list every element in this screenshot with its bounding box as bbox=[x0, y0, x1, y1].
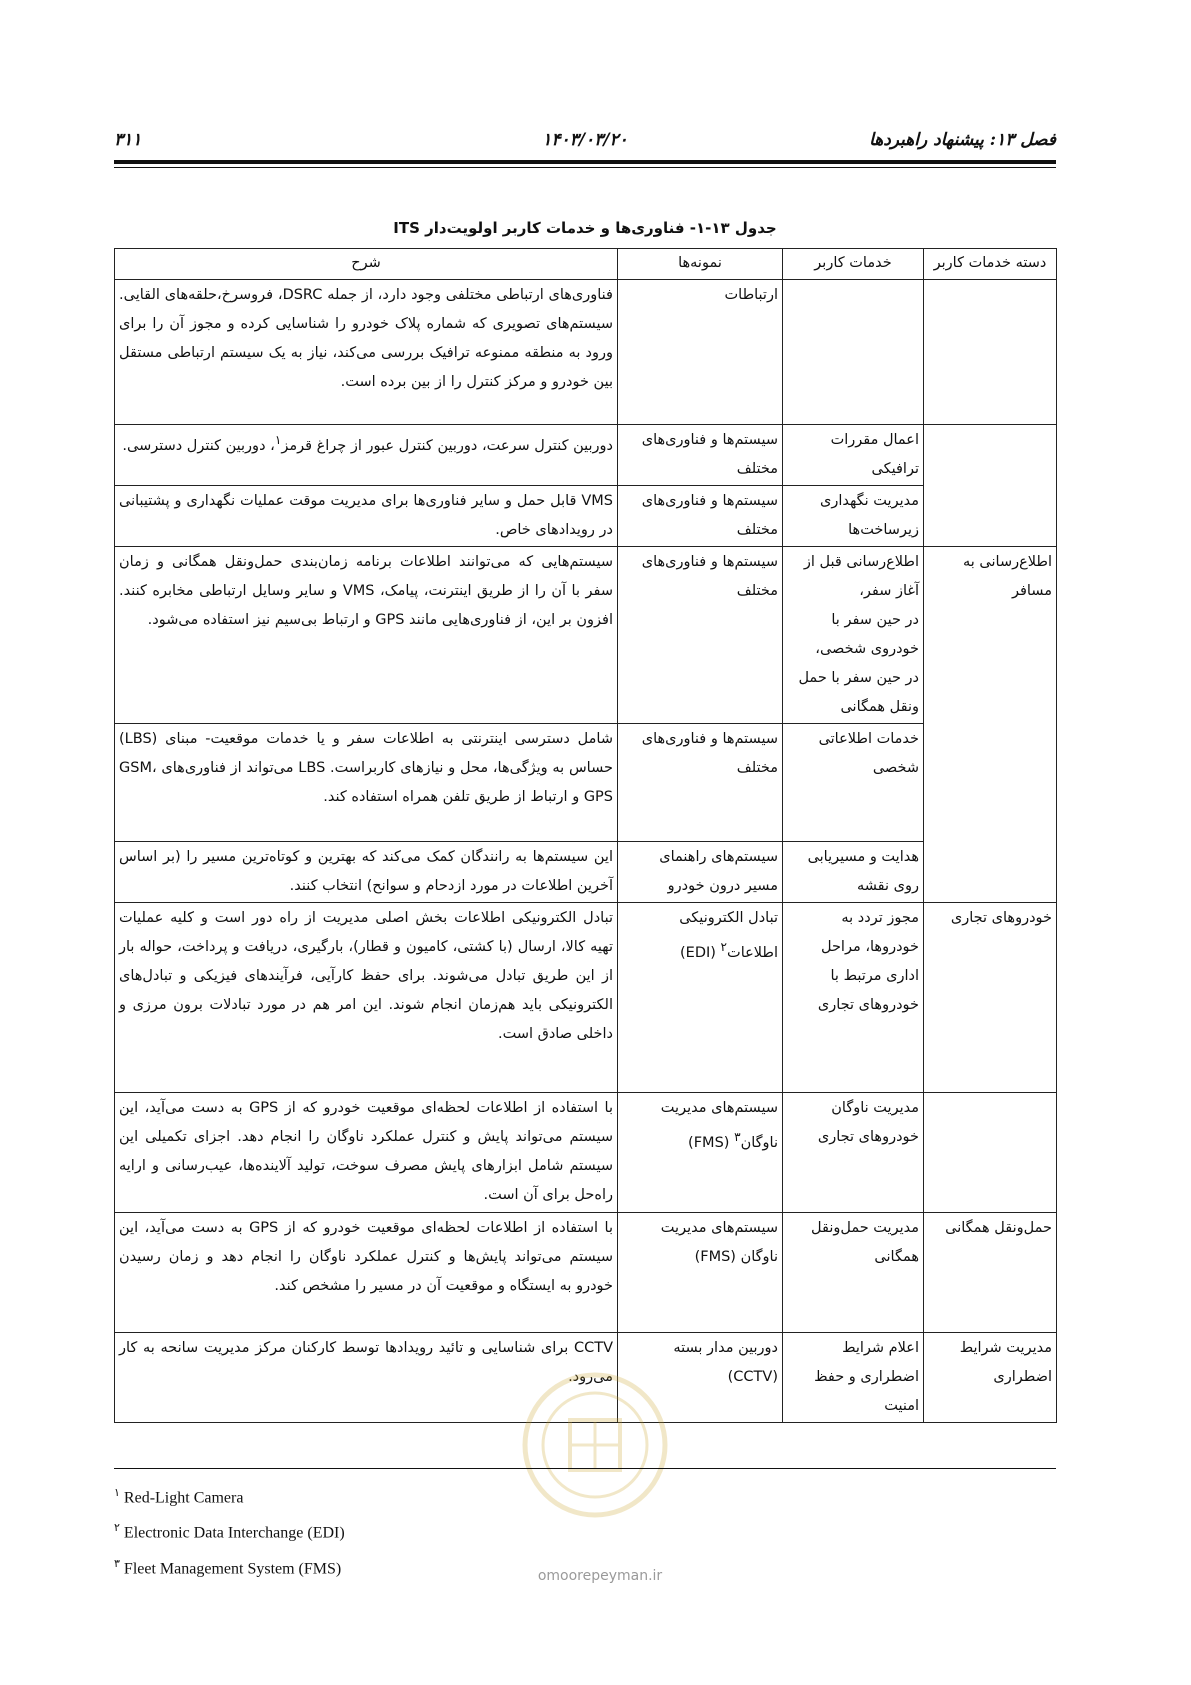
cell-service bbox=[783, 547, 924, 724]
table-row bbox=[115, 425, 1057, 486]
cell-description: با استفاده از اطلاعات لحظه‌ای موقعیت خودرو که از GPS به دست می‌آید، این سیستم می‌تواند پایش و کنترل عملکرد ناوگان را انجام دهد. اجزای تکمیلی این سیستم شامل ابزارهای پایش مصرف سوخت، تولید آلاینده‌ها، عیب‌رسانی و ارایه راه‌حل برای آن است. bbox=[115, 1093, 618, 1213]
footnotes bbox=[114, 1478, 614, 1584]
description-text: دوربین کنترل سرعت، دوربین کنترل عبور از چراغ قرمز bbox=[281, 437, 613, 454]
footnote bbox=[114, 1478, 614, 1513]
cell-examples: سیستم‌ها و فناوری‌های مختلف bbox=[618, 486, 783, 547]
table-row bbox=[115, 280, 1057, 425]
cell-description: شامل دسترسی اینترنتی به اطلاعات سفر و یا خدمات موقعیت- مبنای (LBS) حساس به ویژگی‌ها، محل و نیازهای کاربراست. LBS می‌تواند از فناوری‌های GSM، GPS و ارتباط از طریق تلفن همراه استفاده کند. bbox=[115, 724, 618, 842]
watermark-url: omoorepeyman.ir bbox=[537, 1568, 663, 1584]
service-line: اطلاع‌رسانی قبل از آغاز سفر، bbox=[803, 554, 919, 599]
cell-description: VMS قابل حمل و سایر فناوری‌ها برای مدیریت موقت عملیات نگهداری و پشتیبانی در رویدادهای خاص. bbox=[115, 486, 618, 547]
examples-text: سیستم‌های مدیریت ناوگان bbox=[660, 1100, 778, 1151]
footnote-mark: ۳ bbox=[114, 1557, 120, 1570]
page-header bbox=[114, 130, 1056, 154]
cell-category bbox=[924, 425, 1057, 547]
table-caption: جدول ۱۳-۱- فناوری‌ها و خدمات کاربر اولویت‌دار ITS bbox=[393, 219, 777, 237]
cell-examples: ارتباطات bbox=[618, 280, 783, 425]
table-row bbox=[115, 724, 1057, 842]
cell-examples: سیستم‌ها و فناوری‌های مختلف bbox=[618, 724, 783, 842]
service-line: در حین سفر با خودروی شخصی، bbox=[815, 612, 919, 657]
table-row bbox=[115, 1093, 1057, 1213]
cell-category bbox=[924, 1093, 1057, 1213]
table-row bbox=[115, 842, 1057, 903]
cell-category bbox=[924, 280, 1057, 425]
cell-service: اعمال مقررات ترافیکی bbox=[783, 425, 924, 486]
cell-examples: دوربین مدار بسته (CCTV) bbox=[618, 1333, 783, 1423]
cell-examples: سیستم‌های راهنمای مسیر درون خودرو bbox=[618, 842, 783, 903]
cell-service: هدایت و مسیریابی روی نقشه bbox=[783, 842, 924, 903]
header-rule-thin bbox=[114, 167, 1056, 168]
footnote-rule bbox=[114, 1468, 1056, 1469]
footnote-ref: ۱ bbox=[274, 433, 282, 447]
header-rule-thick bbox=[114, 160, 1056, 164]
footnote-mark: ۲ bbox=[114, 1522, 120, 1535]
cell-examples: سیستم‌ها و فناوری‌های مختلف bbox=[618, 547, 783, 724]
page-number: ۳۱۱ bbox=[114, 130, 142, 150]
header-examples: نمونه‌ها bbox=[618, 249, 783, 280]
chapter-title: فصل ۱۳: پیشنهاد راهبردها bbox=[869, 130, 1056, 150]
cell-examples: سیستم‌های مدیریت ناوگان (FMS) bbox=[618, 1213, 783, 1333]
cell-category: خودروهای تجاری bbox=[924, 903, 1057, 1093]
cell-category: اطلاع‌رسانی به مسافر bbox=[924, 547, 1057, 903]
footnote bbox=[114, 1513, 614, 1548]
header-description: شرح bbox=[115, 249, 618, 280]
cell-service: مدیریت ناوگان خودروهای تجاری bbox=[783, 1093, 924, 1213]
cell-service: مجوز تردد به خودروها، مراحل اداری مرتبط با خودروهای تجاری bbox=[783, 903, 924, 1093]
cell-service: مدیریت نگهداری زیرساخت‌ها bbox=[783, 486, 924, 547]
footnote-ref: ۲ bbox=[720, 940, 728, 954]
header-service: خدمات کاربر bbox=[783, 249, 924, 280]
footnote-text: Red-Light Camera bbox=[123, 1489, 244, 1507]
cell-examples: سیستم‌ها و فناوری‌های مختلف bbox=[618, 425, 783, 486]
cell-service bbox=[783, 280, 924, 425]
table-row bbox=[115, 1213, 1057, 1333]
cell-category: حمل‌ونقل همگانی bbox=[924, 1213, 1057, 1333]
header-date: ۱۴۰۳/۰۳/۲۰ bbox=[542, 130, 628, 150]
table-row bbox=[115, 903, 1057, 1093]
examples-text: (FMS) bbox=[688, 1134, 735, 1151]
footnote-mark: ۱ bbox=[114, 1487, 120, 1499]
cell-service: مدیریت حمل‌ونقل همگانی bbox=[783, 1213, 924, 1333]
footnote-text: Fleet Management System (FMS) bbox=[123, 1559, 342, 1577]
cell-description: CCTV برای شناسایی و تائید رویدادها توسط کارکنان مرکز مدیریت سانحه به کار می‌رود. bbox=[115, 1333, 618, 1423]
cell-service: اعلام شرایط اضطراری و حفظ امنیت bbox=[783, 1333, 924, 1423]
its-services-table bbox=[114, 248, 1057, 1423]
cell-description: فناوری‌های ارتباطی مختلفی وجود دارد، از جمله DSRC، فروسرخ،حلقه‌های القایی. سیستم‌های تصویری که شماره پلاک خودرو را شناسایی کرده و مجوز آن را برای ورود به منطقه ممنوعه ترافیک بررسی می‌کند، نیاز به یک سیستم ارتباطی مستقل بین خودرو و مرکز کنترل را از بین برده است. bbox=[115, 280, 618, 425]
cell-description bbox=[115, 425, 618, 486]
footnote-ref: ۳ bbox=[734, 1130, 741, 1144]
description-text: ، دوربین کنترل دسترسی. bbox=[122, 437, 275, 454]
cell-service: خدمات اطلاعاتی شخصی bbox=[783, 724, 924, 842]
service-line: در حین سفر با حمل ونقل همگانی bbox=[798, 670, 919, 715]
table-header-row bbox=[115, 249, 1057, 280]
header-category: دسته خدمات کاربر bbox=[924, 249, 1057, 280]
examples-text: (EDI) bbox=[679, 944, 721, 961]
cell-description: این سیستم‌ها به رانندگان کمک می‌کند که بهترین و کوتاه‌ترین مسیر را (بر اساس آخرین اطلاعات در مورد ازدحام و سوانح) انتخاب کنند. bbox=[115, 842, 618, 903]
footnote bbox=[114, 1549, 614, 1584]
examples-text: تبادل الکترونیکی اطلاعات bbox=[679, 910, 778, 961]
table-row bbox=[115, 486, 1057, 547]
cell-category: مدیریت شرایط اضطراری bbox=[924, 1333, 1057, 1423]
cell-description: سیستم‌هایی که می‌توانند اطلاعات برنامه زمان‌بندی حمل‌ونقل همگانی و زمان سفر با آن را از طریق اینترنت، پیامک، VMS و سایر وسایل ارتباطی مخابره کنند. افزون بر این، از فناوری‌هایی مانند GPS و ارتباط بی‌سیم نیز استفاده می‌شود. bbox=[115, 547, 618, 724]
footnote-text: Electronic Data Interchange (EDI) bbox=[123, 1524, 345, 1542]
cell-description: با استفاده از اطلاعات لحظه‌ای موقعیت خودرو که از GPS به دست می‌آید، این سیستم می‌تواند پایش‌ها و کنترل عملکرد ناوگان را انجام دهد و زمان رسیدن خودرو به ایستگاه و موقعیت آن در مسیر را مشخص کند. bbox=[115, 1213, 618, 1333]
cell-description: تبادل الکترونیکی اطلاعات بخش اصلی مدیریت از راه دور است و کلیه عملیات تهیه کالا، ارسال (با کشتی، کامیون و قطار)، بارگیری، دریافت و پرداخت، حواله بار از این طریق تبادل می‌شوند. برای حفظ کارآیی، فرآیندهای فیزیکی و تبادل‌های الکترونیکی باید هم‌زمان انجام شوند. این امر هم در مورد تبادلات برون مرزی و داخلی صادق است. bbox=[115, 903, 618, 1093]
table-row bbox=[115, 547, 1057, 724]
cell-examples bbox=[618, 903, 783, 1093]
cell-examples bbox=[618, 1093, 783, 1213]
